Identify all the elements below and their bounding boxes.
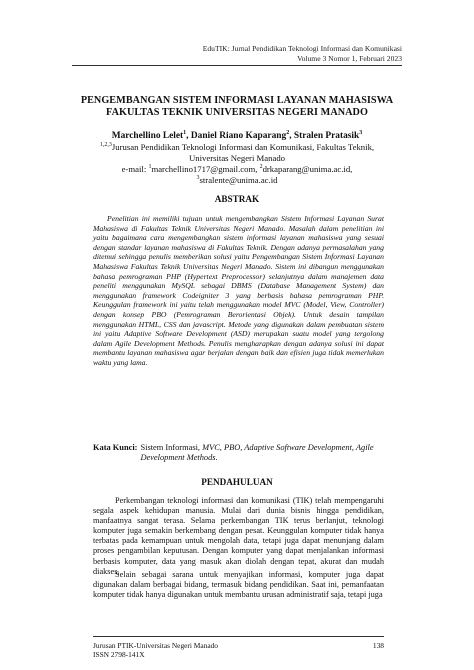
footer-journal: Jurusan PTIK-Universitas Negeri Manado bbox=[93, 641, 218, 650]
introduction-paragraph-1: Perkembangan teknologi informasi dan komunikasi (TIK) telah mempengaruhi segala aspek kehidupan manusia. Mulai dari dunia bisnis hingga pendidikan, manfaatnya sangat terasa. Selama perkembangan TIK terus berlanjut, teknologi komputer juga semakin berkembang dengan pesat. Keunggulan komputer tidak hanya terbatas pada kemampuan untuk mengolah data, tetapi juga dapat menunjang dalam proses pengambilan keputusan. Dengan komputer yang dapat menjalankan informasi berbasis komputer, data yang masuk akan diolah dengan tepat, akurat dan mudah diakses. bbox=[93, 496, 384, 576]
keywords-block bbox=[93, 443, 384, 463]
keywords-plain: Sistem Informasi, bbox=[140, 443, 203, 452]
author-1-mark: 1 bbox=[183, 130, 187, 136]
email-line-2 bbox=[72, 175, 402, 186]
affiliation-mark: 1,2,3 bbox=[99, 142, 112, 148]
author-separator: , bbox=[289, 131, 294, 141]
page-number: 138 bbox=[372, 641, 384, 650]
footer-rule bbox=[93, 636, 384, 637]
email-1[interactable]: marchellino1717@gmail.com, bbox=[151, 164, 260, 174]
keywords-colon: : bbox=[134, 443, 138, 452]
keywords-label bbox=[93, 443, 137, 463]
email-3[interactable]: stralente@unima.ac.id bbox=[199, 175, 278, 185]
author-3-mark: 3 bbox=[359, 130, 363, 136]
keywords-label-text: Kata Kunci bbox=[93, 443, 135, 452]
introduction-heading: PENDAHULUAN bbox=[201, 477, 273, 487]
page-footer bbox=[93, 641, 384, 659]
author-2: Daniel Riano Kaparang bbox=[190, 131, 287, 141]
author-3: Stralen Pratasik bbox=[293, 131, 360, 141]
affiliation-department: Jurusan Pendidikan Teknologi Informasi dan Komunikasi, Fakultas Teknik, bbox=[111, 142, 375, 152]
affiliation-line-2: Universitas Negeri Manado bbox=[188, 153, 286, 163]
email-1-mark: 1 bbox=[148, 164, 152, 170]
author-list bbox=[72, 131, 402, 142]
running-head bbox=[62, 44, 402, 63]
email-3-mark: 3 bbox=[196, 175, 200, 181]
introduction-paragraph-2: Selain sebagai sarana untuk menyajikan informasi, komputer juga dapat digunakan dalam berbagai bidang, termasuk bidang pendidikan. Saat ini, pemanfaatan komputer tidak hanya digunakan untuk membantu urusan administratif saja, tetapi juga bbox=[93, 570, 384, 600]
email-2[interactable]: drkaparang@unima.ac.id, bbox=[262, 164, 353, 174]
affiliation-block bbox=[72, 142, 402, 186]
abstract-heading: ABSTRAK bbox=[214, 194, 260, 204]
author-2-mark: 2 bbox=[286, 130, 290, 136]
email-line-1 bbox=[72, 164, 402, 175]
header-rule bbox=[72, 65, 402, 66]
email-label: e-mail: bbox=[121, 164, 149, 174]
author-separator: , bbox=[186, 131, 191, 141]
running-head-volume: Volume 3 Nomor 1, Februari 2023 bbox=[297, 53, 402, 63]
abstract-text: Penelitian ini memiliki tujuan untuk mengembangkan Sistem Informasi Layanan Surat Mahasiswa di Fakultas Teknik Universitas Negeri Manado. Masalah dalam penelitian ini yaitu bagaimana cara mengembangkan sistem informasi layanan mahasiswa yang sesuai dengan standar layanan mahasiswa di Fakultas Teknik. Dengan adanya permasalahan yang ditemui sehingga penulis memberikan solusi yaitu Pengembangan Sistem Informasi Layanan Mahasiswa Fakultas Teknik Universitas Negeri Manado. Sistem ini dibangun menggunakan bahasa pemrograman PHP (Hypertext Preprocessor) selanjutnya dalam manajemen data peneliti menggunakan MySQL sebagai DBMS (Database Management System) dan menggunakan framework Codeigniter 3 yang berbasis bahasa pemrograman PHP. Keunggulan framework ini yaitu telah menggunakan model MVC (Model, View, Controller) dengan konsep PBO (Pemrograman Berorientasi Objek). Untuk desain tampilan menggunakan HTML, CSS dan javascript. Metode yang digunakan dalam pembuatan sistem ini yaitu Adaptive Software Development (ASD) merupakan suatu model yang tergolong dalam Agile Development Methods. Penulis mengharapkan dengan adanya solusi ini dapat membantu layanan mahasiswa agar berjalan dengan baik dan efisien juga tidak memerlukan waktu yang lama. bbox=[93, 214, 384, 367]
email-2-mark: 2 bbox=[259, 164, 263, 170]
title-line-1: PENGEMBANGAN SISTEM INFORMASI LAYANAN MAHASISWA bbox=[80, 95, 394, 106]
author-1: Marchellino Lelet bbox=[111, 131, 184, 141]
keywords-italic: MVC, PBO, Adaptive Software Development, Agile Development Methods. bbox=[140, 443, 374, 463]
title-line-2: FAKULTAS TEKNIK UNIVERSITAS NEGERI MANADO bbox=[106, 107, 368, 118]
running-head-journal: EduTIK: Jurnal Pendidikan Teknologi Informasi dan Komunikasi bbox=[202, 44, 402, 53]
footer-issn: ISSN 2798-141X bbox=[93, 650, 145, 660]
paper-title bbox=[72, 95, 402, 119]
keywords-list bbox=[134, 443, 384, 463]
affiliation-line-1 bbox=[72, 142, 402, 153]
